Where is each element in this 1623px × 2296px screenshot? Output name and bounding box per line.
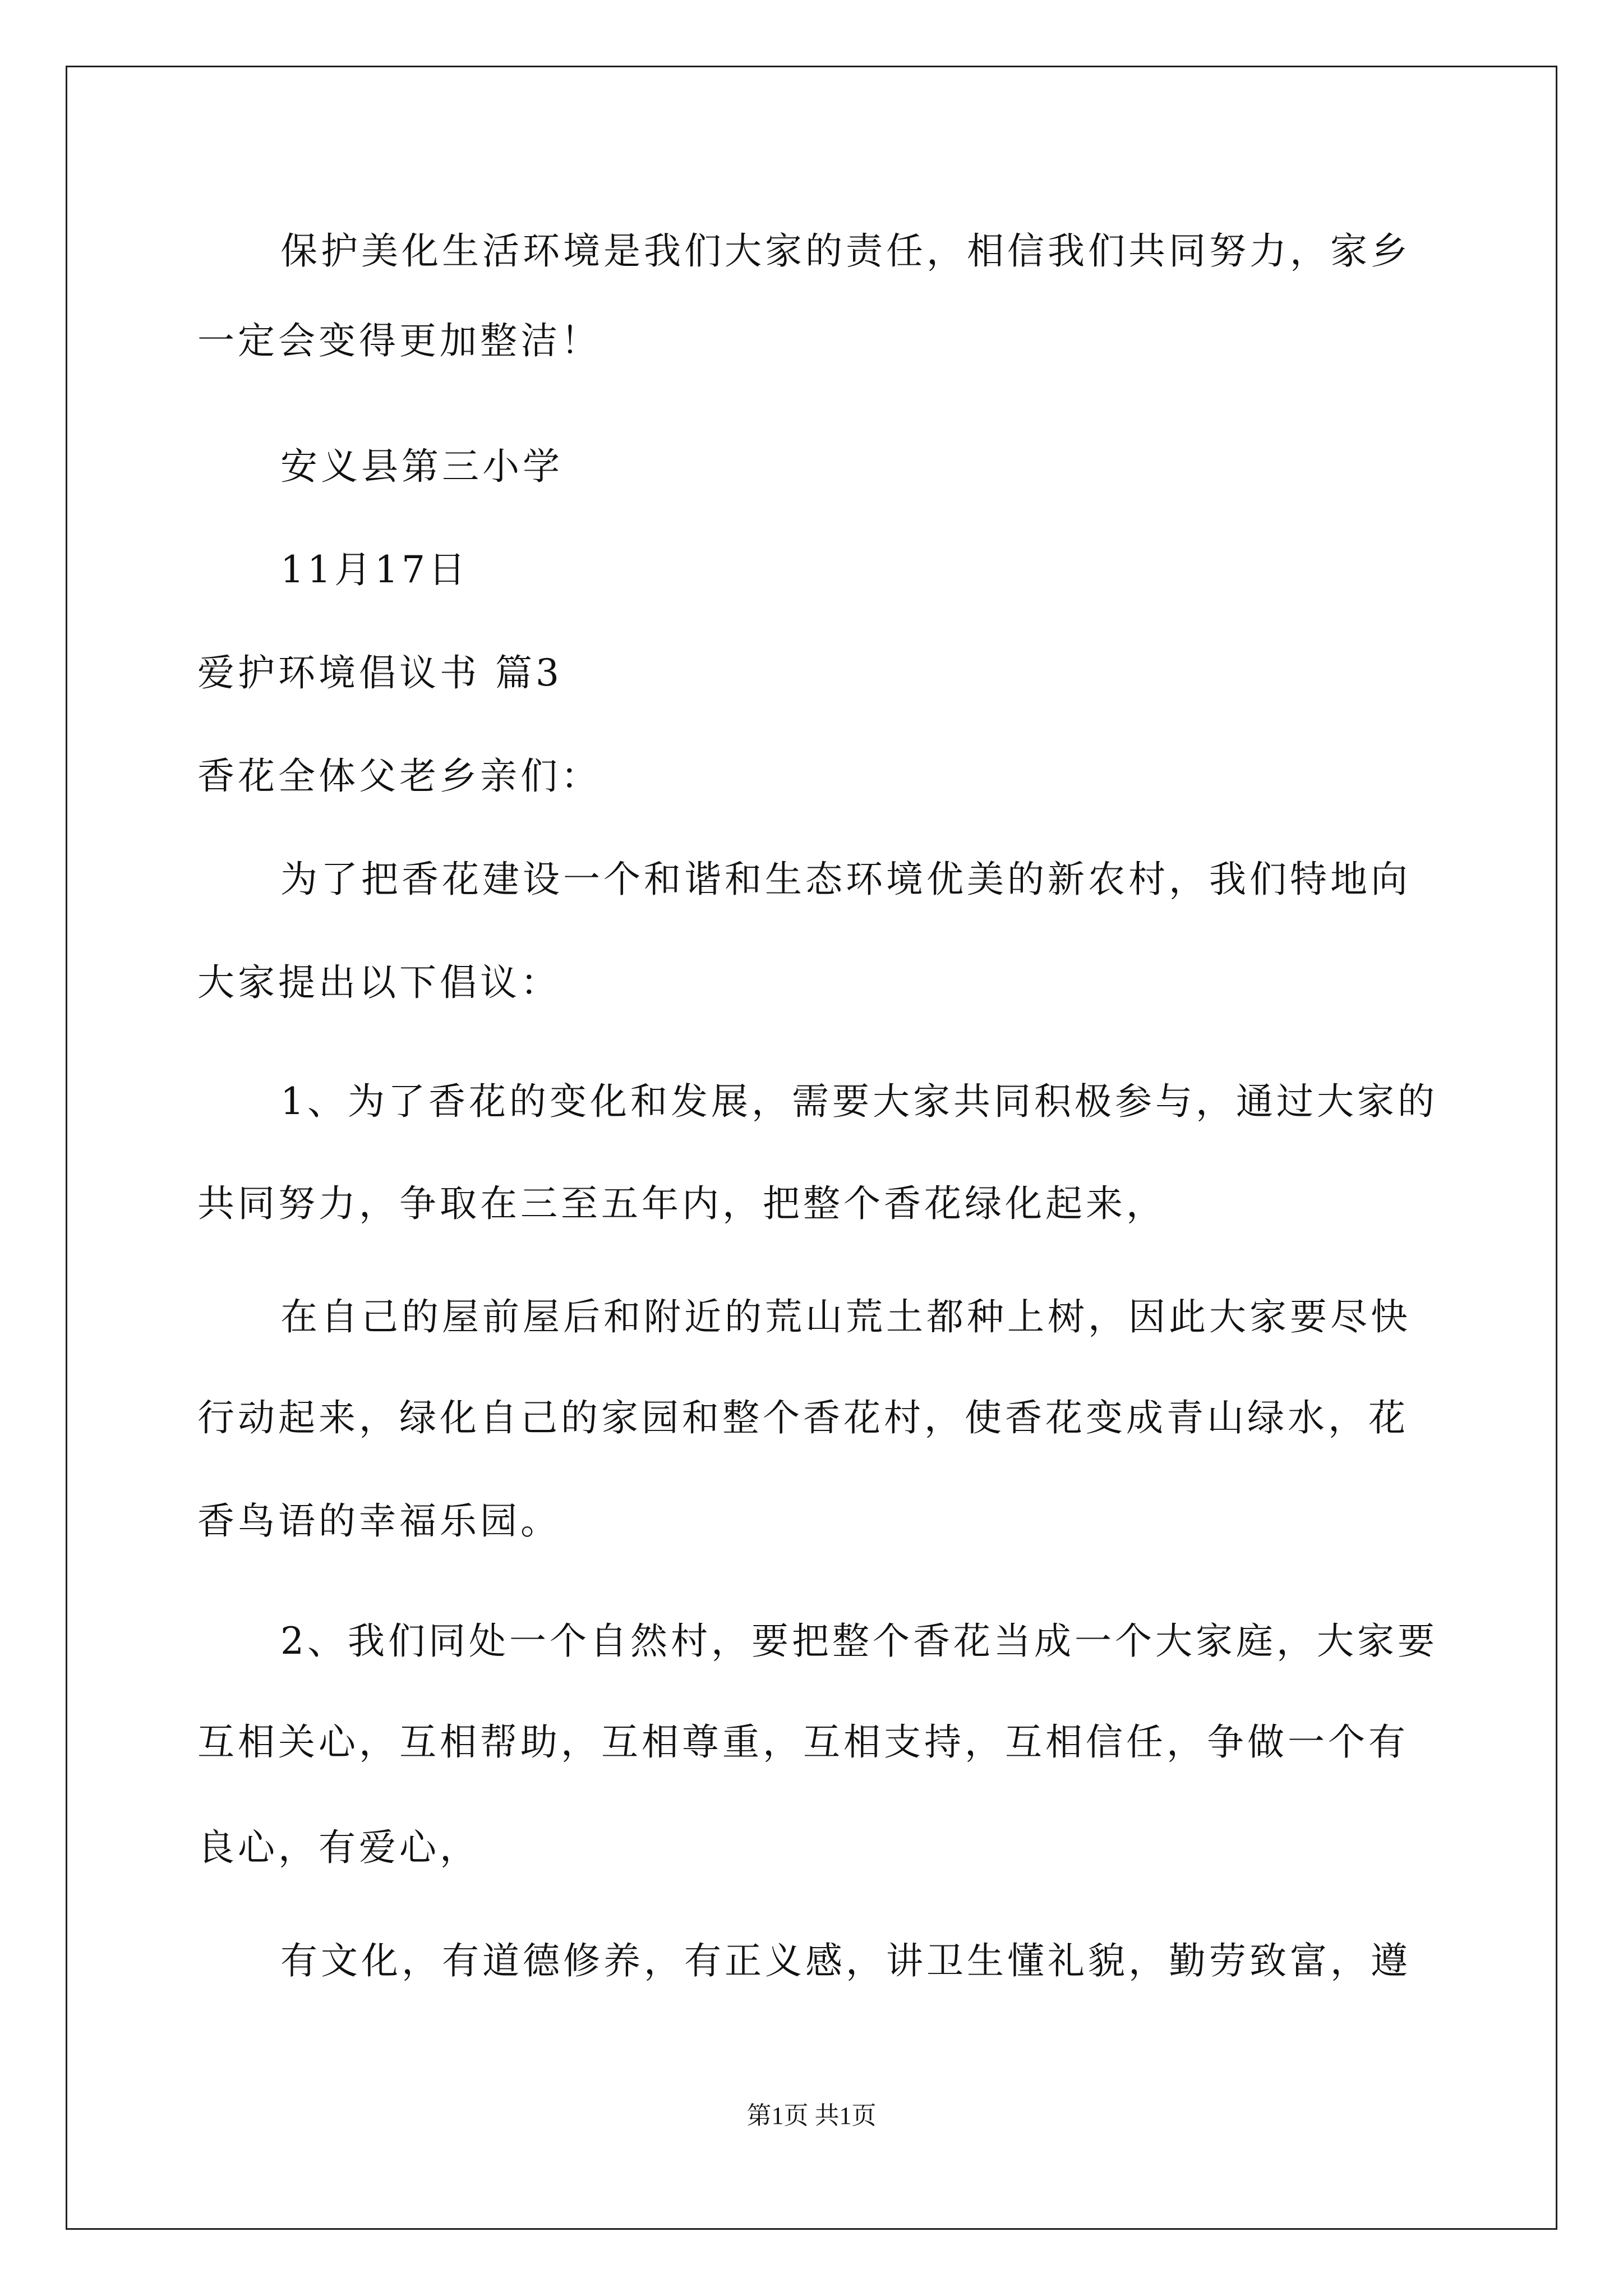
section-title: 爱护环境倡议书 篇3 [197,651,562,694]
paragraph-line: 香鸟语的幸福乐园。 [197,1499,561,1543]
paragraph-line: 保护美化生活环境是我们大家的责任，相信我们共同努力，家乡 [280,229,1411,273]
paragraph-line: 一定会变得更加整洁！ [197,319,601,362]
salutation: 香花全体父老乡亲们： [197,754,601,798]
paragraph-line: 共同努力，争取在三至五年内，把整个香花绿化起来， [197,1182,1166,1225]
page-footer: 第1页 共1页 [746,2102,877,2129]
paragraph-line: 有文化，有道德修养，有正义感，讲卫生懂礼貌，勤劳致富，遵 [280,1939,1411,1982]
paragraph-line: 良心，有爱心， [197,1826,480,1869]
page-border [66,66,1557,2230]
paragraph-line: 行动起来，绿化自己的家园和整个香花村，使香花变成青山绿水，花 [197,1396,1409,1439]
signature-school: 安义县第三小学 [280,445,563,488]
paragraph-line: 在自己的屋前屋后和附近的荒山荒土都种上树，因此大家要尽快 [280,1295,1411,1338]
signature-date: 11月17日 [280,548,469,591]
paragraph-line: 为了把香花建设一个和谐和生态环境优美的新农村，我们特地向 [280,858,1411,901]
paragraph-line: 1、为了香花的变化和发展，需要大家共同积极参与，通过大家的 [280,1080,1438,1123]
paragraph-line: 2、我们同处一个自然村，要把整个香花当成一个大家庭，大家要 [280,1619,1438,1663]
paragraph-line: 大家提出以下倡议： [197,961,561,1004]
paragraph-line: 互相关心，互相帮助，互相尊重，互相支持，互相信任，争做一个有 [197,1720,1409,1764]
